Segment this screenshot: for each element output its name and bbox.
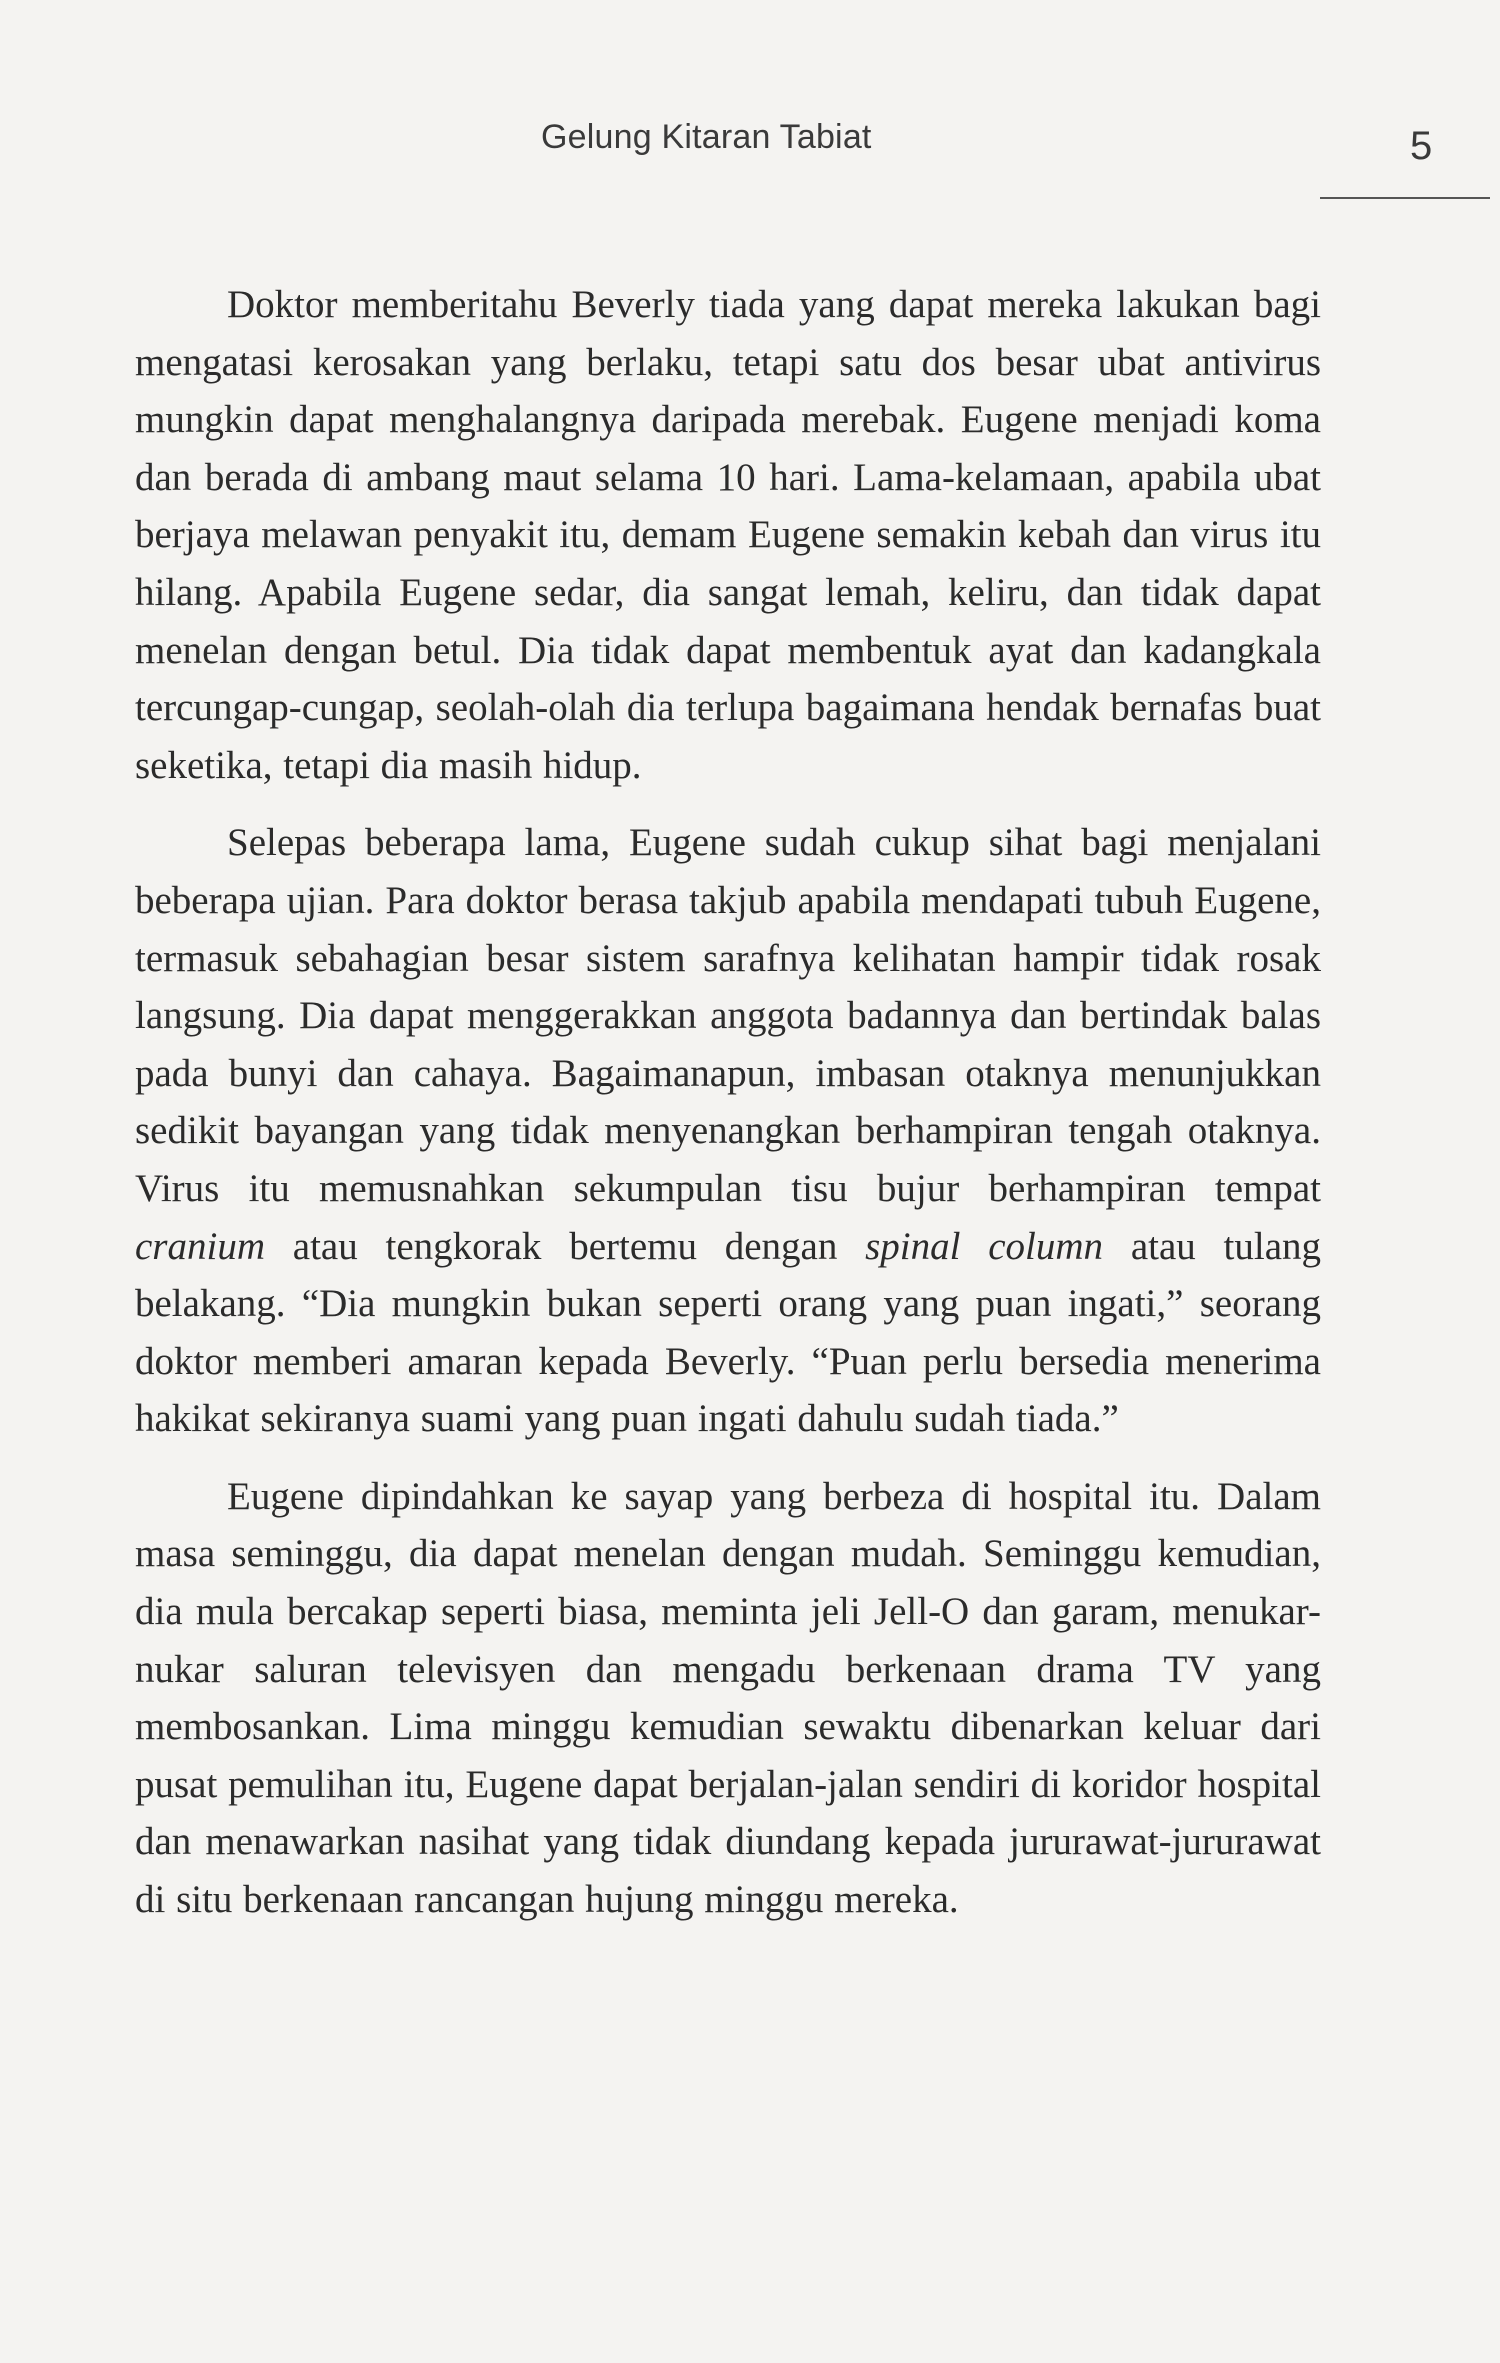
paragraph-2	[135, 814, 1321, 1448]
header-divider	[1320, 197, 1490, 199]
running-header-title: Gelung Kitaran Tabiat	[541, 118, 872, 156]
italic-term-spinal-column: spinal column	[865, 1224, 1104, 1268]
paragraph-1: Doktor memberitahu Beverly tiada yang dapat mereka lakukan bagi mengatasi kerosakan yang berlaku, tetapi satu dos besar ubat antivirus mungkin dapat menghalangnya daripada merebak. Eugene menjadi koma dan berada di ambang maut selama 10 hari. Lama-kelamaan, apabila ubat berjaya melawan penyakit itu, demam Eugene semakin kebah dan virus itu hilang. Apabila Eugene sedar, dia sangat lemah, keliru, dan tidak dapat menelan dengan betul. Dia tidak dapat membentuk ayat dan kadangkala tercungap-cungap, seolah-olah dia terlupa bagaimana hendak bernafas buat seketika, tetapi dia masih hidup.	[135, 283, 1321, 787]
paragraph-2-part-3: atau tulang belakang. “Dia mungkin bukan seperti orang yang puan ingati,” seorang doktor memberi amaran kepada Beverly. “Puan perlu bersedia menerima hakikat sekiranya suami yang puan ingati dahulu sudah tiada.”	[135, 1224, 1322, 1441]
body-text	[135, 276, 1321, 1929]
paragraph-3: Eugene dipindahkan ke sayap yang berbeza di hospital itu. Dalam masa seminggu, dia dapat menelan dengan mudah. Seminggu kemudian, dia mula bercakap seperti biasa, meminta jeli Jell-O dan garam, menukar-nukar saluran televisyen dan mengadu berkenaan drama TV yang membosankan. Lima minggu kemudian sewaktu dibenarkan keluar dari pusat pemulihan itu, Eugene dapat berjalan-jalan sendiri di koridor hospital dan menawarkan nasihat yang tidak diundang kepada jururawat-jururawat di situ berkenaan rancangan hujung minggu mereka.	[135, 1474, 1321, 1922]
italic-term-cranium: cranium	[135, 1224, 265, 1268]
paragraph-2-part-2: atau tengkorak bertemu dengan	[292, 1224, 838, 1268]
paragraph-2-part-1: Selepas beberapa lama, Eugene sudah cukup sihat bagi menjalani beberapa ujian. Para doktor berasa takjub apabila mendapati tubuh Eugene, termasuk sebahagian besar sistem sarafnya kelihatan hampir tidak rosak langsung. Dia dapat menggerakkan anggota badannya dan bertindak balas pada bunyi dan cahaya. Bagaimanapun, imbasan otaknya menunjukkan sedikit bayangan yang tidak menyenangkan berhampiran tengah otaknya. Virus itu memusnahkan sekumpulan tisu bujur berhampiran tempat	[135, 821, 1321, 1210]
page-number: 5	[1410, 124, 1433, 168]
